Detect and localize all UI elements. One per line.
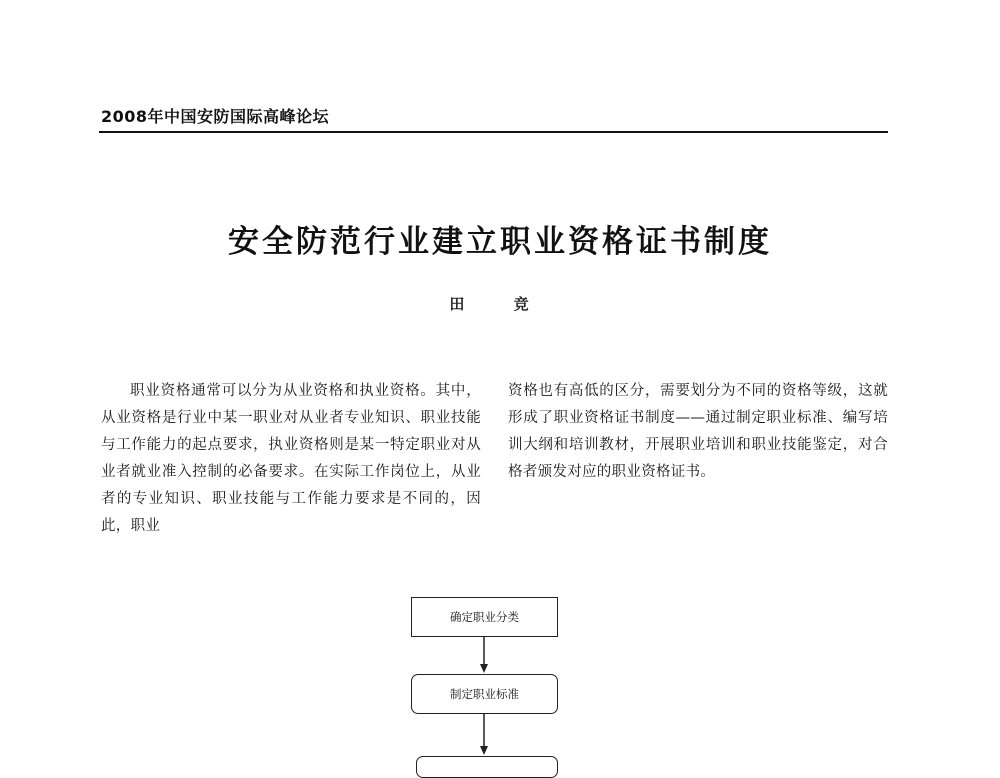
flowchart-arrowhead-2 xyxy=(480,746,488,755)
flowchart-step-label: 确定职业分类 xyxy=(450,610,519,624)
body-paragraph-right: 资格也有高低的区分，需要划分为不同的资格等级，这就形成了职业资格证书制度——通过制定职业标准、编写培训大纲和培训教材，开展职业培训和职业技能鉴定，对合格者颁发对应的职业资格证书。 xyxy=(508,383,888,480)
flowchart-step-standard xyxy=(411,674,558,714)
flowchart-step-classification xyxy=(411,597,558,637)
body-paragraph-left: 职业资格通常可以分为从业资格和执业资格。其中，从业资格是行业中某一职业对从业者专业知识、职业技能与工作能力的起点要求，执业资格则是某一特定职业对从业者就业准入控制的必备要求。在实际工作岗位上，从业者的专业知识、职业技能与工作能力要求是不同的，因此，职业 xyxy=(101,383,481,534)
header-divider xyxy=(99,131,888,133)
flowchart-arrowhead-1 xyxy=(480,664,488,673)
article-author: 田 竞 xyxy=(449,295,551,313)
article-title: 安全防范行业建立职业资格证书制度 xyxy=(228,224,772,260)
flowchart-step-label: 制定职业标准 xyxy=(450,687,519,701)
flowchart-step-next xyxy=(416,756,558,778)
body-column-left xyxy=(101,378,481,540)
journal-header: 2008年中国安防国际高峰论坛 xyxy=(101,107,330,126)
body-column-right xyxy=(508,378,888,486)
